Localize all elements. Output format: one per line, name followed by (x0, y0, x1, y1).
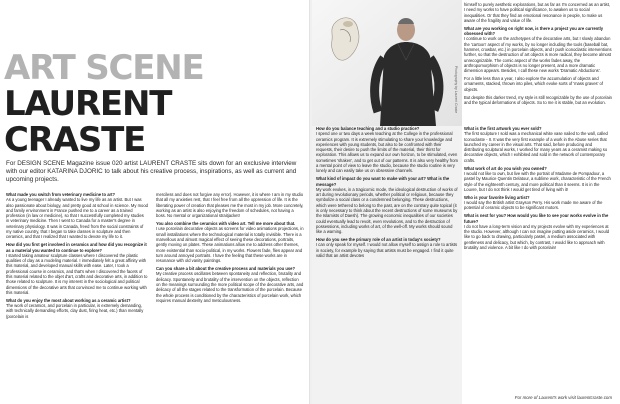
artist-portrait-image (312, 0, 462, 126)
answer: As a young teenager I already wanted to live my life as an artist. But I was also passionate about biology, and pretty good at school in science. My mood and family environment in France pushed me to a career as a trained profession (in law or medicine), so that I successfully completed my studies in veterinary medicine. Then I went to Canada for a master's degree in veterinary physiology. It was in Canada, freed from the social constraints of my native country, that I began to take classes in sculpture and then ceramics, and that I realized that I wanted to devote my life to it. (6, 197, 148, 240)
answer: I use porcelain decorative objects as screens for video animations projections, in small installations where the technological material is totally invisible. There is a marvellous and almost magical effect of seeing these decorations, portraits, gently moving on plates. These animations allow me to address other themes, more existential than socio-political, in my works. Flowers fade, flies appear and turn around annoyed portraits. I have the feeling that these works are in resonance with old vanity paintings. (156, 226, 304, 264)
answer: I would say the British artist Grayson Perry. His work made me aware of the potential of ceramic objects to be significant motors. (464, 200, 603, 211)
answer: I spend one or two days a week teaching at the College in the professional ceramics program. It is extremely stimulating to share your knowledge and experiences with young students, but also to be confronted with their requests, their desire to push the limits of the material, their thirst for exploration. This allows us to expand our own horizon, to be stimulated, even sometimes 'shaken', and to get out of our patterns. It is also very healthy from a mental point of view to leave the studio, because the studio routine is very lonely and can easily take us on obsessive channels. (316, 131, 458, 174)
intro-paragraph: For DESIGN SCENE Magazine issue 020 artist LAURENT CRASTE sits down for an exclusive interview with our editor KATARINA DJORIC to talk about his creative process, inspirations, as well as current and upcoming projects. (6, 160, 297, 183)
answer: My creative process oscillates between spontaneity and reflection, brutality and delicacy. Spontaneity and brutality of the intervention on the objects, reflection on the meanings surrounding the more political scope of the decorative arts, and delicacy of all the stages related to the transformation of the porcelain. Because the whole process is conditioned by the characteristics of porcelain work, which requires manual dexterity and meticulousness. (156, 271, 304, 303)
right-column-bottom (464, 126, 612, 253)
answer: I do not have a long-term vision and my projects evolve with my experiences at the studio. However, although I can not imagine putting aside ceramics, I would like to go back to drawing, particularly pastel, a medium associated with gentleness and delicacy, but which, by contrast, I would like to approach with brutality and violence. A bit like I do with porcelain! (464, 223, 610, 251)
question: What are you working on right now, is there a project you are currently obsessed with? (464, 25, 604, 37)
answer: I can only speak for myself. I would not allow myself to assign a role to artists in society, for example by saying that artists must be engaged. I find it quite valid that an artist devotes (316, 242, 458, 259)
question: Can you share a bit about the creative process and materials you use? (156, 266, 295, 272)
question: What is next for you? How would you like to see your works evolve in the future? (464, 213, 609, 224)
answer: I would not like to own, but live with the portrait of Madame de Pompadour, a pastel by Maurice Quentin Delatour, a sublime work, characteristic of the French style of the eighteenth century, and more political than it seems. It is in the Louvre, but I do not think I would get tired of living with it! (464, 170, 611, 192)
answer: himself to purely aesthetic explorations, but as far as I'm concerned as an artist, I need my works to have political significance, to awaken us to social inequalities. Or that they find an emotional resonance in people, to make us aware of the fragility and value of life. (464, 2, 611, 23)
answer: merciless and does not forgive any error). However, it is where I am in my studio that all my anxieties rest, that I feel free from all the oppression of life. It is the liberating power of creation that pleases me the most in my job. More concretely, working as an artist is also enjoying the freedom of schedules, not having a boss. No mental or organizational straitjacket! (156, 192, 304, 219)
question: Who is your favorite living artist? (464, 194, 530, 200)
question: You also combine the ceramics with video art. Tell me more about that. (156, 221, 296, 227)
question: What work of art do you wish you owned? (464, 165, 547, 171)
answer: The first sculpture I sold was a mechanical white vase nailed to the wall, called Iconoclaste - II. It was the very first example of a work in the Abuse series that launched my career in the visual arts. That said, before producing and distributing sculptural works, I worked for many years as a ceramist making so decorative objects, which I exhibited and sold in the network of contemporary crafts. (464, 131, 608, 163)
title-art-scene: ART SCENE (4, 48, 204, 88)
answer: I started taking amateur sculpture classes where I discovered the plastic qualities of clay as a modeling material. I immediately felt a great affinity with this material, and developed manual skills with ease. Later, I took a professional course in ceramics, and that's when I discovered the facets of this material related to the objet d'art, crafts and decorative arts, in addition to those related to sculpture. It is my interest in the sociological and political dimensions of the decorative arts that convinced me to continue working with this material. (6, 252, 148, 295)
answer: For a little less than a year, I also explore the accumulation of objects and ornaments, stacked, thrown into piles, which evoke sorts of 'mass graves' of objects. (464, 76, 603, 92)
photo-credit: Photography by Laurent Craste (454, 66, 458, 114)
title-last-name: CRASTE (4, 120, 146, 160)
question: How do you balance teaching and a studio practice? (316, 126, 420, 131)
left-column-2 (156, 192, 304, 306)
answer: The work of ceramics, and porcelain in particular, is extremely demanding, with technically demanding efforts, clay dust, firing heat, etc.) than mentally (porcelain is (6, 303, 144, 319)
question: What do you enjoy the most about working as a ceramic artist? (6, 297, 131, 303)
title-first-name: LAURENT (4, 84, 172, 124)
right-column-top (464, 2, 612, 108)
question: How did you first get involved in ceramics and how did you recognize it as a material you wanted to continue to explore? (6, 242, 147, 253)
question: What kind of impact do you want to make with your art? What is the message? (316, 176, 450, 187)
answer: I continue to work on the archetypes of the decorative arts, but I slowly abandon the 'cartoon' aspect of my works, by no longer including the tools (baseball bat, hammer, crowbar, etc.) in porcelain objects, and I push iconoclastic interventions further, so that the destruction of art objects is more radical, they become almost unrecognizable. The comic aspect of the works fades away, the anthropomorphism of objects is no longer present, and a more dramatic dimension appears. Besides, I call these new works 'Dramatic Abductions'. (464, 36, 612, 74)
artist-photo (312, 0, 462, 404)
question: What made you switch from veterinary medicine to art? (6, 192, 116, 197)
answer: But despite this darker trend, my style is still recognizable by the use of porcelain and the typical deformations of objects. So to me it is stable, but an evolution. (464, 94, 612, 105)
footer-link-text: For more of Laurent's work visit laurentcraste.com (514, 395, 612, 400)
answer: My work evokes, in a tragicomic mode, the ideological destruction of works of art during revolutionary periods, whether political or religious, because they symbolize a social class or a condemned belonging. These destructions, which were tethered to belong to the past, are on the contrary quite topical (it is only necessary to think about the recent destructions of some museums by the Islamists of Daesh). The growing economic inequalities of our societies could eventually lead to revolt, even revolutions, and to the destruction of possessions, including works of art, of the well-off. My works should sound like a warning. (316, 186, 458, 235)
right-page (312, 0, 620, 404)
question: How do you see the primary role of an artist in today's society? (316, 237, 441, 243)
left-column-1 (6, 192, 148, 322)
photo-column (316, 126, 458, 261)
question: What is the first artwork you ever sold? (464, 126, 542, 131)
